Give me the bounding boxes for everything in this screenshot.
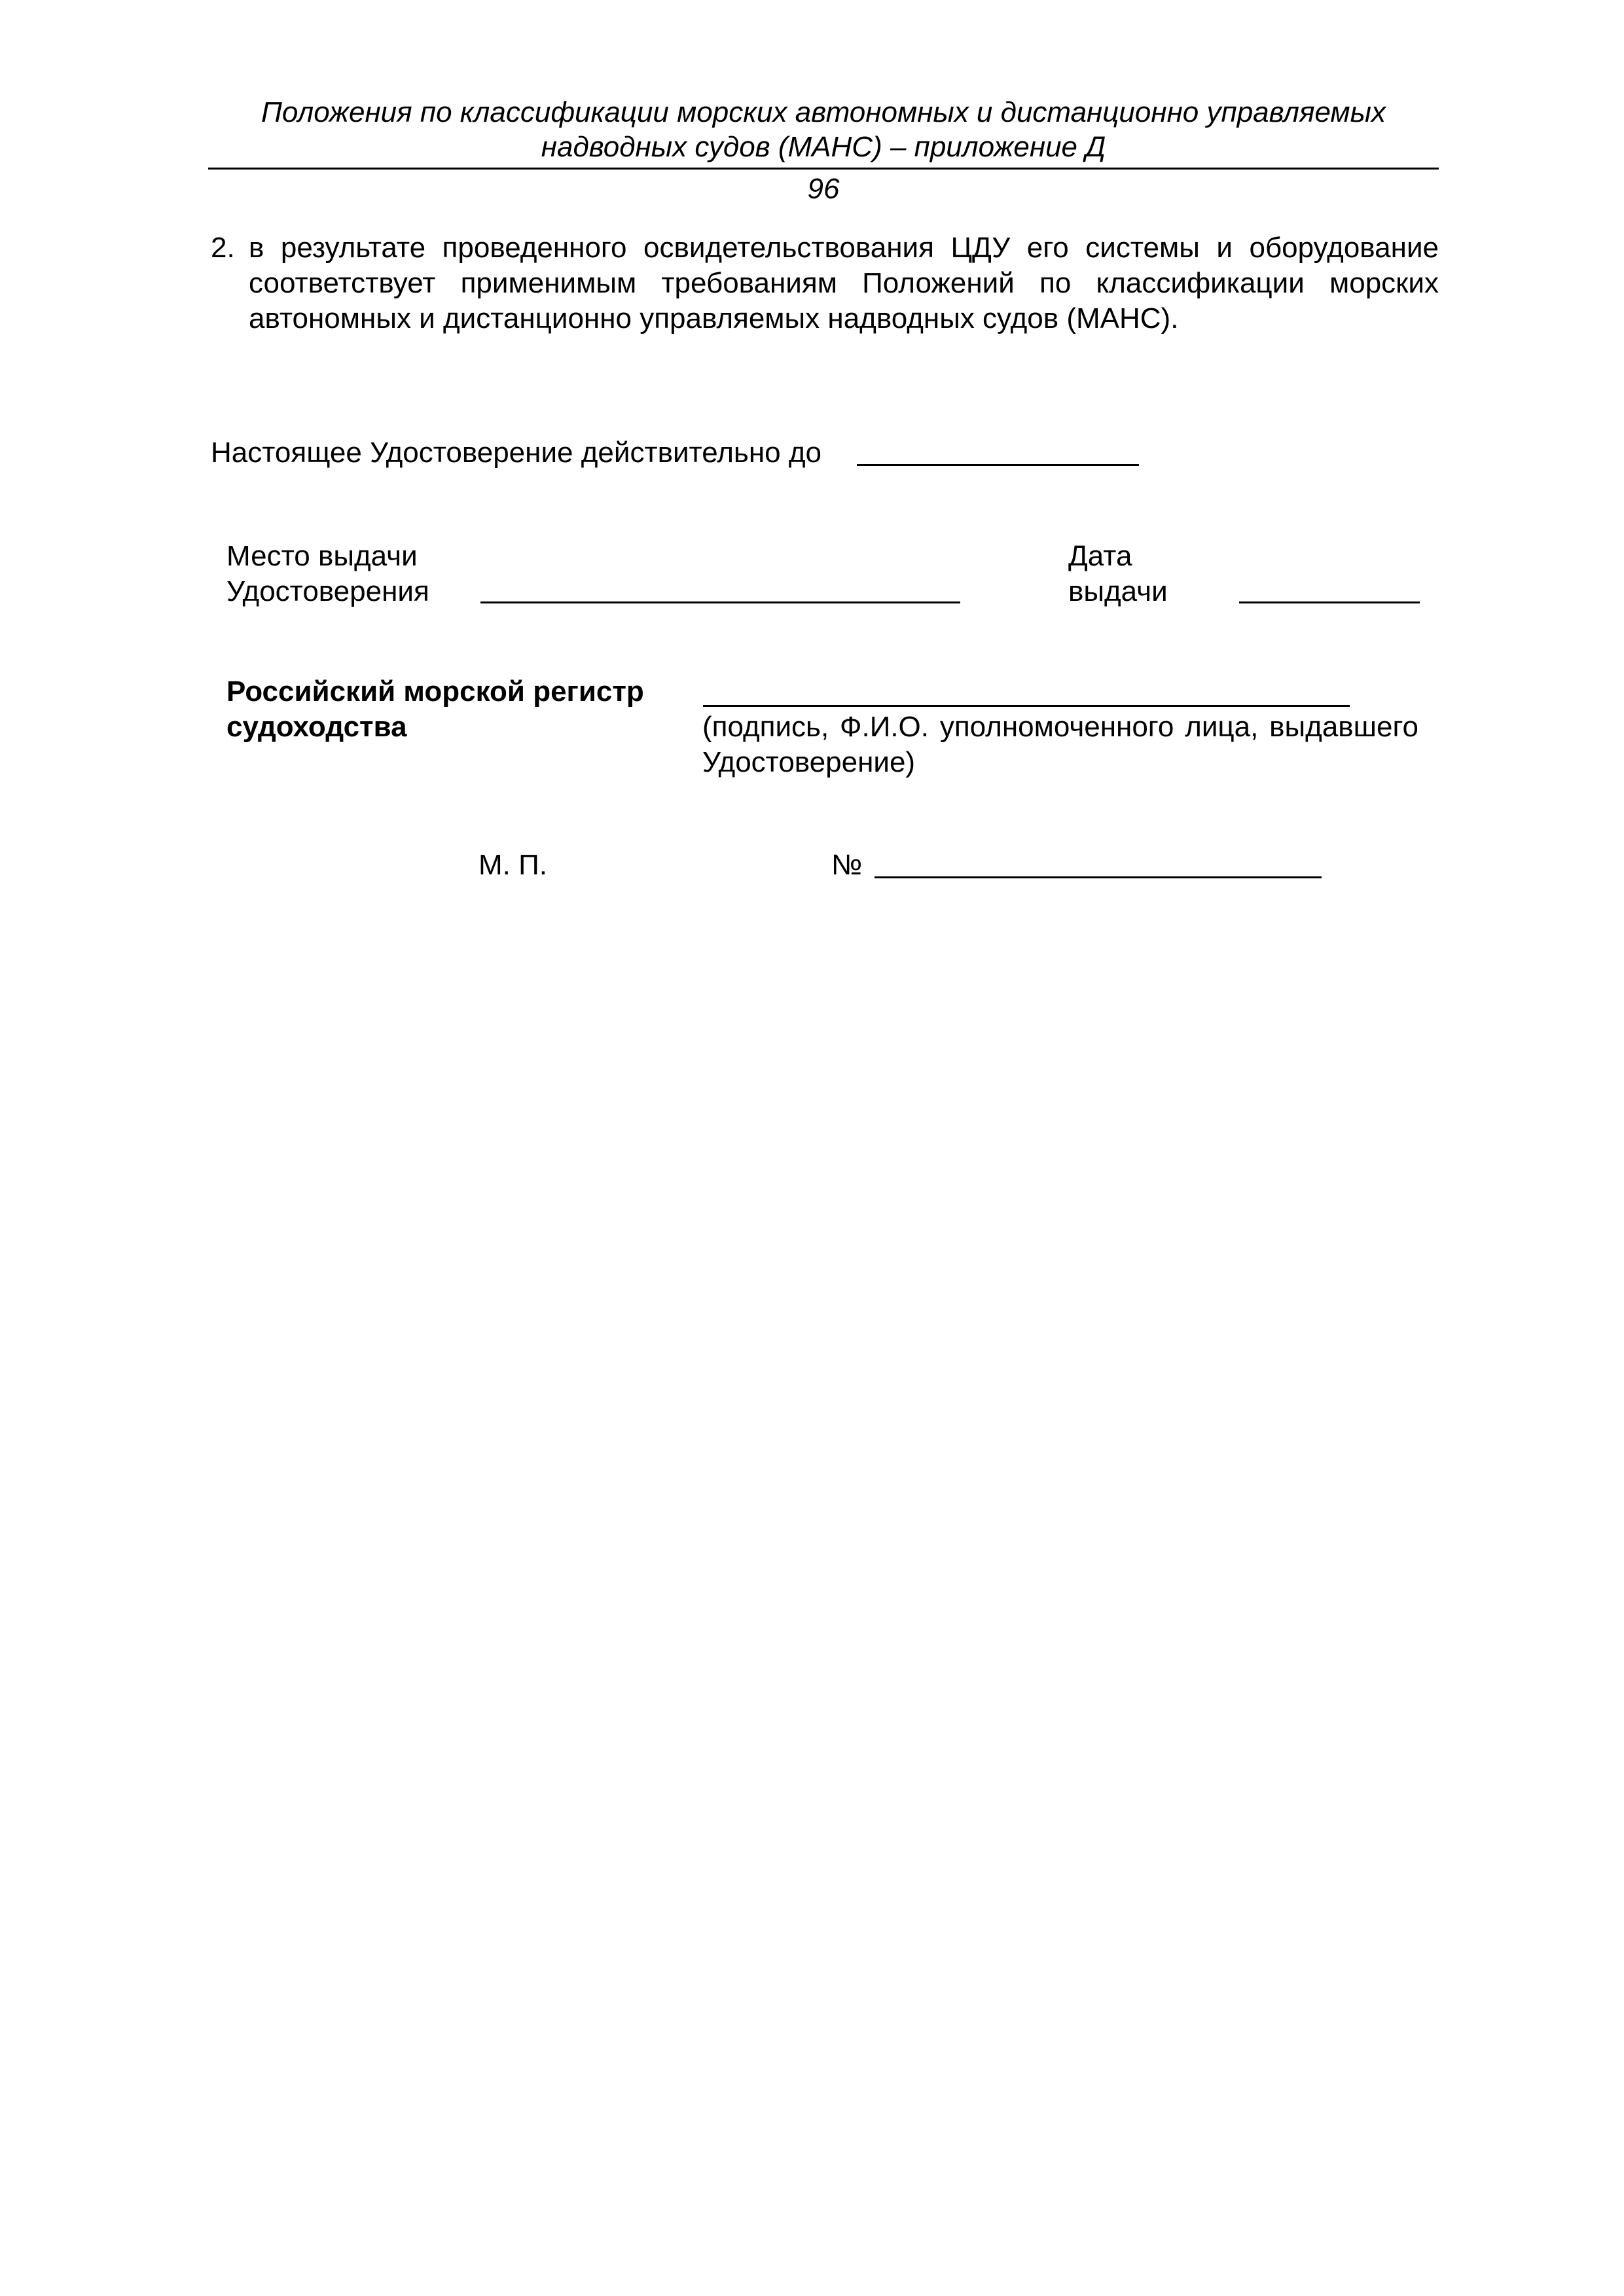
date-label-line1: Дата bbox=[1068, 540, 1132, 572]
register-name-line2: судоходства bbox=[226, 711, 407, 743]
running-header bbox=[208, 95, 1439, 164]
item-text: в результате проведенного освидетельствования ЦДУ его системы и оборудование соответствует применимым требованиям Положений по классификации морских автономных и дистанционно управляемых надводных судов (МАНС). bbox=[249, 232, 1439, 334]
header-title-line2: надводных судов (МАНС) – приложение Д bbox=[541, 131, 1106, 163]
item-number: 2. bbox=[211, 232, 235, 264]
page-number: 96 bbox=[807, 173, 840, 205]
signature-caption: (подпись, Ф.И.О. уполномоченного лица, выдавшего Удостоверение) bbox=[702, 711, 1418, 778]
validity-label: Настоящее Удостоверение действительно до bbox=[211, 437, 821, 469]
place-label-line1: Место выдачи bbox=[226, 540, 418, 572]
seal-label: М. П. bbox=[478, 849, 547, 881]
header-rule bbox=[208, 168, 1439, 170]
register-name bbox=[226, 674, 685, 745]
date-of-issue-field[interactable] bbox=[1239, 601, 1420, 603]
date-of-issue-label bbox=[1068, 539, 1168, 609]
header-title-line1: Положения по классификации морских автономных и дистанционно управляемых bbox=[261, 96, 1386, 128]
place-of-issue-field[interactable] bbox=[480, 601, 960, 603]
place-label-line2: Удостоверения bbox=[226, 575, 429, 607]
certificate-number-field[interactable] bbox=[875, 876, 1322, 878]
register-name-line1: Российский морской регистр bbox=[226, 675, 644, 708]
validity-date-field[interactable] bbox=[857, 464, 1139, 466]
date-label-line2: выдачи bbox=[1068, 575, 1168, 607]
place-of-issue-label bbox=[226, 539, 429, 609]
number-sign: № bbox=[831, 849, 863, 881]
signature-field[interactable] bbox=[703, 705, 1350, 707]
